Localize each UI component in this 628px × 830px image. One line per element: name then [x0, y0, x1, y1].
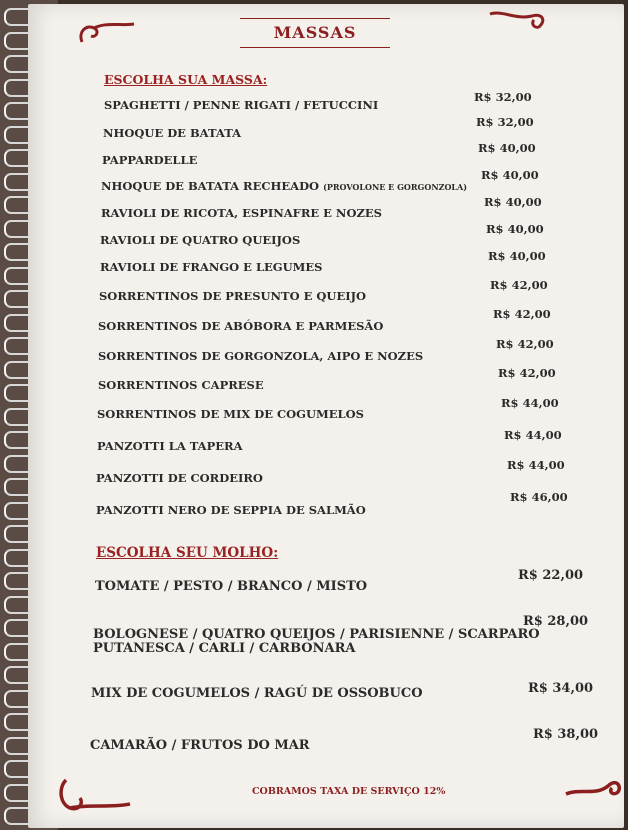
pasta-item-name	[98, 378, 264, 392]
pasta-item-price: R$ 44,00	[504, 428, 562, 442]
pasta-section-heading: ESCOLHA SUA MASSA:	[104, 72, 268, 87]
pasta-item-name	[98, 319, 383, 333]
flourish-bottom-right-icon	[562, 766, 624, 802]
pasta-item-price: R$ 42,00	[490, 278, 548, 292]
pasta-item-name	[100, 233, 300, 247]
pasta-item-name	[102, 153, 197, 167]
title-rule-bottom	[240, 47, 390, 48]
pasta-item-note: (PROVOLONE E GORGONZOLA)	[323, 182, 468, 192]
sauce-item-line-2: PUTANESCA / CARLI / CARBONARA	[93, 641, 356, 656]
pasta-item-label: SORRENTINOS DE ABÓBORA E PARMESÃO	[98, 319, 384, 333]
pasta-item-price: R$ 40,00	[488, 249, 546, 263]
flourish-top-left-icon	[76, 18, 138, 48]
pasta-item-label: PANZOTTI NERO DE SEPPIA DE SALMÃO	[96, 503, 366, 517]
sauce-item-name	[93, 628, 540, 656]
pasta-item-price: R$ 44,00	[507, 458, 565, 472]
pasta-item-price: R$ 40,00	[478, 141, 536, 155]
pasta-item-label: RAVIOLI DE QUATRO QUEIJOS	[100, 233, 301, 247]
sauce-item-price: R$ 22,00	[518, 568, 584, 583]
pasta-item-name	[96, 471, 263, 485]
pasta-item-label: NHOQUE DE BATATA	[103, 126, 242, 140]
sauce-item-line: MIX DE COGUMELOS / RAGÚ DE OSSOBUCO	[91, 686, 423, 701]
sauce-item-price: R$ 38,00	[533, 727, 599, 742]
pasta-item-price: R$ 42,00	[493, 307, 551, 321]
title-block	[236, 18, 394, 48]
pasta-item-name	[97, 439, 243, 453]
pasta-item-name	[97, 407, 364, 421]
pasta-item-label: SORRENTINOS DE PRESUNTO E QUEIJO	[99, 289, 367, 303]
sauce-item-name	[90, 739, 310, 753]
pasta-item-price: R$ 40,00	[481, 168, 539, 182]
pasta-item-label: PANZOTTI DE CORDEIRO	[96, 471, 263, 485]
pasta-item-name	[101, 206, 382, 220]
pasta-item-label: NHOQUE DE BATATA RECHEADO	[101, 179, 324, 193]
pasta-item-name	[100, 260, 322, 274]
pasta-item-label: PAPPARDELLE	[102, 153, 198, 167]
pasta-item-label: RAVIOLI DE FRANGO E LEGUMES	[100, 260, 323, 274]
page-title: MASSAS	[273, 23, 357, 42]
pasta-item-label: PANZOTTI LA TAPERA	[97, 439, 243, 453]
sauce-item-price: R$ 34,00	[528, 681, 594, 696]
pasta-item-label: SORRENTINOS CAPRESE	[98, 378, 264, 392]
pasta-item-name	[103, 126, 241, 140]
pasta-item-name	[104, 98, 378, 112]
pasta-item-price: R$ 32,00	[474, 90, 532, 104]
sauce-section-heading: ESCOLHA SEU MOLHO:	[96, 545, 279, 561]
pasta-item-price: R$ 42,00	[496, 337, 554, 351]
pasta-item-label: SORRENTINOS DE MIX DE COGUMELOS	[97, 407, 364, 421]
pasta-item-name	[101, 179, 467, 193]
pasta-item-price: R$ 40,00	[486, 222, 544, 236]
sauce-item-line: TOMATE / PESTO / BRANCO / MISTO	[95, 579, 368, 594]
pasta-item-price: R$ 42,00	[498, 366, 556, 380]
pasta-item-label: SORRENTINOS DE GORGONZOLA, AIPO E NOZES	[98, 349, 424, 363]
sauce-item-line: CAMARÃO / FRUTOS DO MAR	[90, 738, 310, 753]
pasta-item-name	[98, 349, 423, 363]
pasta-item-label: SPAGHETTI / PENNE RIGATI / FETUCCINI	[104, 98, 379, 112]
flourish-top-right-icon	[488, 4, 550, 34]
pasta-item-price: R$ 44,00	[501, 396, 559, 410]
pasta-item-price: R$ 32,00	[476, 115, 534, 129]
sauce-item-name	[91, 687, 423, 701]
pasta-item-price: R$ 46,00	[510, 490, 568, 504]
service-fee-note: COBRAMOS TAXA DE SERVIÇO 12%	[252, 786, 446, 797]
sauce-item-name	[95, 580, 367, 594]
sauce-item-price: R$ 28,00	[523, 614, 589, 629]
flourish-bottom-left-icon	[56, 774, 134, 814]
pasta-item-name	[96, 503, 366, 517]
pasta-item-price: R$ 40,00	[484, 195, 542, 209]
sauce-item-line: BOLOGNESE / QUATRO QUEIJOS / PARISIENNE / SCARPARO	[93, 627, 540, 642]
pasta-item-label: RAVIOLI DE RICOTA, ESPINAFRE E NOZES	[101, 206, 382, 220]
pasta-item-name	[99, 289, 366, 303]
